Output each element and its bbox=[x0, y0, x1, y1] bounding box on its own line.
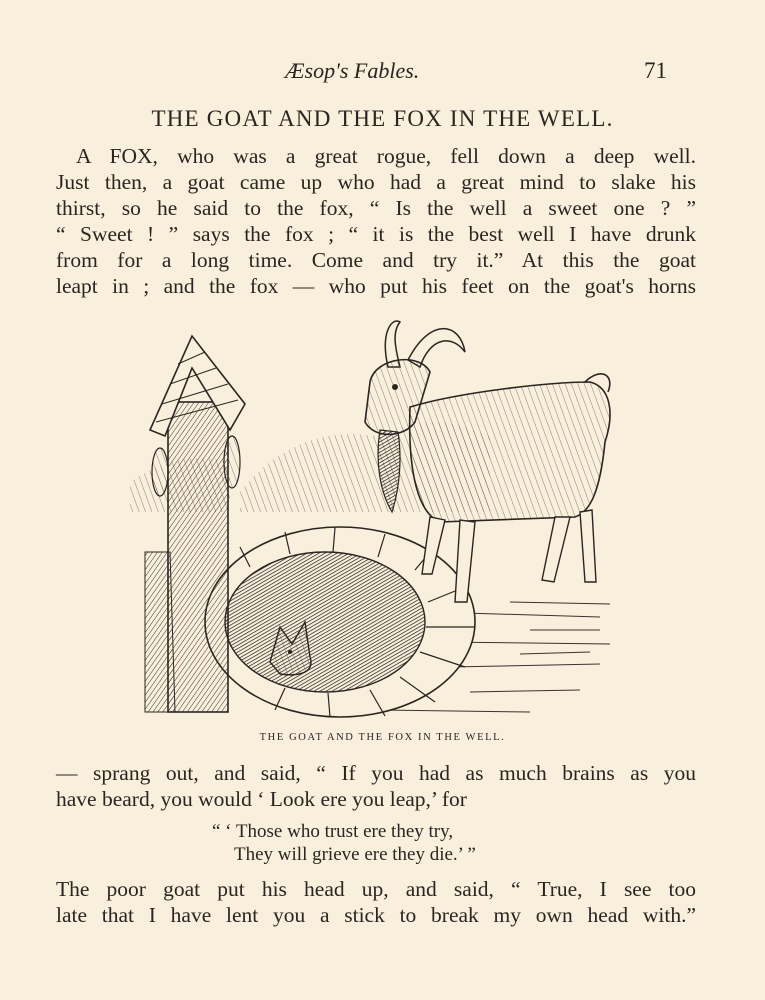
text-line: from for a long time. Come and try it.” At this the goat bbox=[56, 248, 696, 272]
paragraph-3 bbox=[56, 876, 696, 928]
text-line: “ Sweet ! ” says the fox ; “ it is the best well I have drunk bbox=[56, 222, 696, 246]
text-line: A FOX, who was a great rogue, fell down a deep well. bbox=[76, 144, 696, 168]
text-line: Just then, a goat came up who had a great mind to slake his bbox=[56, 170, 696, 194]
text-line: thirst, so he said to the fox, “ Is the well a sweet one ? ” bbox=[56, 196, 696, 220]
page-number: 71 bbox=[644, 58, 667, 83]
verse-line: They will grieve ere they die.’ ” bbox=[234, 844, 476, 865]
paragraph-1 bbox=[56, 143, 696, 299]
running-title: Æsop's Fables. bbox=[285, 58, 420, 83]
goat-and-fox-illustration bbox=[130, 312, 625, 722]
verse-quote bbox=[212, 820, 476, 866]
fable-title: THE GOAT AND THE FOX IN THE WELL. bbox=[151, 106, 614, 131]
paragraph-2 bbox=[56, 760, 696, 812]
text-line: leapt in ; and the fox — who put his feet on the goat's horns bbox=[56, 274, 696, 298]
text-line: The poor goat put his head up, and said, “ True, I see too bbox=[56, 877, 696, 901]
verse-line: “ ‘ Those who trust ere they try, bbox=[212, 821, 454, 842]
running-head bbox=[0, 58, 765, 88]
text-line: — sprang out, and said, “ If you had as much brains as you bbox=[56, 761, 696, 785]
text-line: have beard, you would ‘ Look ere you leap,’ for bbox=[56, 787, 467, 811]
text-line: late that I have lent you a stick to break my own head with.” bbox=[56, 903, 696, 927]
illustration-caption: THE GOAT AND THE FOX IN THE WELL. bbox=[259, 732, 506, 743]
